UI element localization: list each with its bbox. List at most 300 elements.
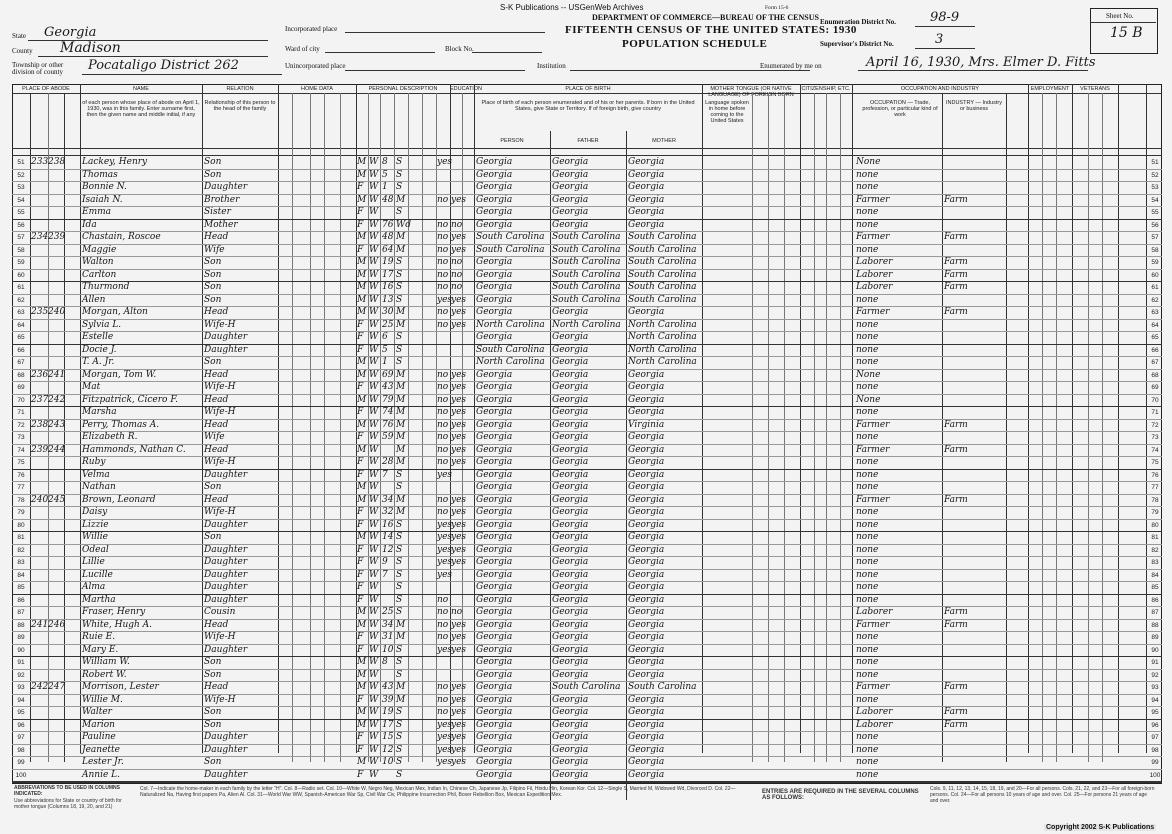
line-number-right: 98 [1151, 746, 1159, 754]
line-number-right: 55 [1151, 209, 1159, 216]
publisher-header: S-K Publications -- USGenWeb Archives [500, 3, 644, 12]
birthplace-mother: Virginia [628, 419, 665, 430]
occupation: Laborer [856, 282, 893, 292]
sex: F [357, 344, 364, 355]
line-number-right: 69 [1151, 384, 1159, 391]
age: 13 [382, 294, 394, 305]
race: W [369, 732, 379, 742]
relation: Daughter [204, 519, 248, 530]
birthplace-father: Georgia [552, 469, 589, 480]
can-read-write: yes [451, 744, 467, 755]
line-number: 92 [17, 671, 25, 679]
dwelling-number: 238 [31, 419, 49, 430]
person-name: Hammonds, Nathan C. [82, 444, 186, 455]
race: W [369, 182, 379, 192]
age: 28 [382, 457, 394, 467]
age: 7 [382, 469, 388, 480]
occupation: Laborer [856, 607, 893, 617]
occupation: none [856, 357, 879, 367]
relation: Head [204, 619, 229, 630]
sex: M [357, 657, 367, 667]
birthplace-person: Georgia [476, 632, 513, 642]
marital-status: S [396, 332, 403, 342]
birthplace-person: Georgia [476, 569, 513, 580]
relation: Daughter [204, 544, 248, 555]
person-name: Morgan, Alton [82, 307, 148, 317]
relation: Daughter [204, 594, 248, 605]
line-number: 74 [17, 446, 25, 454]
line-number: 51 [17, 159, 25, 166]
birthplace-mother: Georgia [628, 482, 665, 492]
person-name: Odeal [82, 544, 109, 555]
relation: Wife-H [204, 382, 236, 392]
sex: M [357, 357, 367, 367]
can-read-write: yes [451, 382, 467, 392]
marital-status: M [396, 382, 406, 392]
line-number-right: 80 [1151, 521, 1159, 529]
birthplace-father: North Carolina [552, 319, 621, 330]
occupation: none [856, 694, 879, 705]
line-number: 85 [17, 584, 25, 591]
relation: Wife-H [204, 457, 236, 467]
marital-status: M [396, 407, 406, 417]
sex: F [357, 182, 364, 192]
line-number-right: 91 [1151, 659, 1159, 666]
group-personal: PERSONAL DESCRIPTION [368, 86, 438, 92]
birthplace-father: Georgia [552, 219, 589, 230]
occupation: none [856, 532, 879, 542]
occupation: none [856, 207, 879, 217]
birthplace-father: Georgia [552, 632, 589, 642]
birthplace-father: Georgia [552, 432, 589, 442]
relation: Head [204, 419, 229, 430]
school-attendance: no [437, 269, 449, 280]
occupation: none [856, 344, 879, 355]
school-attendance: yes [437, 732, 453, 742]
birthplace-father: Georgia [552, 357, 589, 367]
can-read-write: yes [451, 519, 467, 530]
industry: Farm [944, 419, 968, 430]
person-name: Bonnie N. [82, 182, 127, 192]
birthplace-person: Georgia [476, 669, 513, 680]
school-attendance: no [437, 682, 449, 692]
line-number: 82 [17, 546, 25, 554]
birthplace-person: Georgia [476, 757, 513, 767]
line-number-right: 77 [1151, 484, 1159, 491]
birthplace-person: North Carolina [476, 357, 545, 367]
school-attendance: yes [437, 469, 453, 480]
birthplace-mother: Georgia [628, 207, 665, 217]
race: W [369, 394, 379, 405]
occupation: none [856, 457, 879, 467]
sex: M [357, 482, 367, 492]
birthplace-father: Georgia [552, 307, 589, 317]
industry: Farm [944, 682, 968, 692]
group-home-data: HOME DATA [301, 86, 333, 92]
marital-status: M [396, 494, 406, 505]
line-number-right: 57 [1151, 234, 1159, 241]
sheet-number-value: 15 B [1110, 25, 1143, 41]
relation: Daughter [204, 344, 248, 355]
birthplace-mother: South Carolina [628, 294, 697, 305]
relation: Daughter [204, 557, 248, 567]
person-name: Marsha [82, 407, 117, 417]
line-number-right: 64 [1151, 321, 1159, 329]
birthplace-mother: North Carolina [628, 319, 697, 330]
race: W [369, 494, 379, 505]
birthplace-mother: Georgia [628, 544, 665, 555]
occupation: Laborer [856, 269, 893, 280]
sex: M [357, 294, 367, 305]
industry: Farm [944, 307, 968, 317]
birthplace-mother: Georgia [628, 657, 665, 667]
birthplace-mother: Georgia [628, 694, 665, 705]
school-attendance: no [437, 507, 449, 517]
industry: Farm [944, 607, 968, 617]
birthplace-person: Georgia [476, 582, 513, 592]
birthplace-person: Georgia [476, 744, 513, 755]
birthplace-person: Georgia [476, 594, 513, 605]
marital-status: S [396, 669, 403, 680]
birthplace-person: Georgia [476, 469, 513, 480]
industry: Farm [944, 719, 968, 730]
sex: M [357, 707, 367, 717]
age: 59 [382, 432, 394, 442]
school-attendance: no [437, 494, 449, 505]
age: 25 [382, 607, 394, 617]
marital-status: S [396, 282, 403, 292]
race: W [369, 569, 379, 580]
relation: Wife-H [204, 319, 236, 330]
birthplace-mother: South Carolina [628, 282, 697, 292]
line-number: 73 [17, 434, 25, 441]
occupation: none [856, 407, 879, 417]
race: W [369, 457, 379, 467]
birthplace-person: Georgia [476, 694, 513, 705]
sex: M [357, 232, 367, 242]
birthplace-person: Georgia [476, 494, 513, 505]
birthplace-mother: Georgia [628, 469, 665, 480]
age: 25 [382, 319, 394, 330]
sex: F [357, 332, 364, 342]
birthplace-mother: North Carolina [628, 357, 697, 367]
col-person: PERSON [500, 138, 524, 144]
can-read-write: yes [451, 644, 467, 655]
person-name: Walton [82, 257, 114, 267]
age: 79 [382, 394, 394, 405]
birthplace-mother: South Carolina [628, 257, 697, 267]
race: W [369, 244, 379, 255]
birthplace-person: Georgia [476, 519, 513, 530]
group-place-of-abode: PLACE OF ABODE [22, 86, 70, 92]
relation: Wife-H [204, 407, 236, 417]
birthplace-mother: Georgia [628, 632, 665, 642]
sex: F [357, 469, 364, 480]
age: 43 [382, 382, 394, 392]
line-number: 83 [17, 559, 25, 566]
can-read-write: yes [451, 432, 467, 442]
school-attendance: no [437, 282, 449, 292]
township-value: Pocataligo District 262 [88, 58, 239, 73]
birthplace-person: South Carolina [476, 244, 545, 255]
line-number-right: 86 [1151, 596, 1159, 604]
line-number-right: 65 [1151, 334, 1159, 341]
occupation: Laborer [856, 257, 893, 267]
group-relation: RELATION [226, 86, 254, 92]
race: W [369, 632, 379, 642]
marital-status: S [396, 707, 403, 717]
birthplace-mother: Georgia [628, 394, 665, 405]
marital-status: M [396, 457, 406, 467]
relation: Daughter [204, 732, 248, 742]
line-number: 88 [17, 621, 25, 629]
marital-status: S [396, 344, 403, 355]
marital-status: S [396, 469, 403, 480]
line-number-right: 82 [1151, 546, 1159, 554]
marital-status: S [396, 557, 403, 567]
person-name: Mat [82, 382, 101, 392]
race: W [369, 432, 379, 442]
relation: Son [204, 169, 222, 180]
person-name: T. A. Jr. [82, 357, 115, 367]
can-read-write: yes [451, 557, 467, 567]
birthplace-person: Georgia [476, 382, 513, 392]
marital-status: S [396, 294, 403, 305]
birthplace-mother: Georgia [628, 157, 665, 167]
age: 19 [382, 257, 394, 267]
occupation: none [856, 432, 879, 442]
sex: F [357, 519, 364, 530]
can-read-write: yes [451, 407, 467, 417]
birthplace-person: Georgia [476, 732, 513, 742]
birthplace-person: Georgia [476, 394, 513, 405]
occupation: Farmer [856, 307, 890, 317]
line-number: 68 [17, 371, 25, 379]
school-attendance: yes [437, 557, 453, 567]
birthplace-mother: Georgia [628, 407, 665, 417]
race: W [369, 382, 379, 392]
family-number: 244 [48, 444, 66, 455]
birthplace-father: Georgia [552, 507, 589, 517]
birthplace-father: Georgia [552, 494, 589, 505]
supervisor-district-label: Supervisor's District No. [820, 40, 894, 48]
relation: Son [204, 657, 222, 667]
line-number-right: 56 [1151, 221, 1159, 229]
birthplace-father: Georgia [552, 719, 589, 730]
relation: Sister [204, 207, 231, 217]
group-place-of-birth: PLACE OF BIRTH [565, 86, 611, 92]
person-name: William W. [82, 657, 130, 667]
age: 5 [382, 169, 388, 180]
footer-abbreviations-note: Use abbreviations for State or country of birth for mother tongue (Columns 18, 19, 20, and 21) [14, 798, 122, 810]
occupation: none [856, 482, 879, 492]
enumerated-label: Enumerated by me on [760, 62, 822, 70]
race: W [369, 407, 379, 417]
race: W [369, 619, 379, 630]
race: W [369, 507, 379, 517]
marital-status: S [396, 157, 403, 167]
marital-status: S [396, 569, 403, 580]
race: W [369, 557, 379, 567]
race: W [369, 707, 379, 717]
form-number: Form 15-6 [765, 5, 789, 11]
birthplace-mother: North Carolina [628, 344, 697, 355]
birthplace-mother: Georgia [628, 457, 665, 467]
birthplace-father: Georgia [552, 619, 589, 630]
birthplace-father: Georgia [552, 169, 589, 180]
line-number-right: 52 [1151, 171, 1159, 179]
can-read-write: no [451, 269, 463, 280]
relation: Wife-H [204, 694, 236, 705]
school-attendance: yes [437, 519, 453, 530]
schedule-title: POPULATION SCHEDULE [622, 38, 768, 50]
occupation: Farmer [856, 619, 890, 630]
line-number-right: 66 [1151, 346, 1159, 354]
dwelling-number: 242 [31, 682, 49, 692]
school-attendance: yes [437, 757, 453, 767]
line-number: 70 [17, 396, 25, 404]
relation: Daughter [204, 469, 248, 480]
industry: Farm [944, 282, 968, 292]
birthplace-father: Georgia [552, 582, 589, 592]
race: W [369, 532, 379, 542]
sex: M [357, 607, 367, 617]
school-attendance: no [437, 444, 449, 455]
can-read-write: yes [451, 294, 467, 305]
marital-status: M [396, 694, 406, 705]
can-read-write: yes [451, 682, 467, 692]
birthplace-father: Georgia [552, 194, 589, 205]
school-attendance: no [437, 244, 449, 255]
person-name: Fraser, Henry [82, 607, 146, 617]
relation: Head [204, 369, 229, 380]
race: W [369, 194, 379, 205]
age: 43 [382, 682, 394, 692]
birthplace-mother: Georgia [628, 494, 665, 505]
race: W [369, 669, 379, 680]
race: W [369, 769, 379, 780]
birthplace-father: Georgia [552, 569, 589, 580]
school-attendance: no [437, 594, 449, 605]
marital-status: M [396, 444, 406, 455]
birthplace-father: Georgia [552, 594, 589, 605]
dwelling-number: 234 [31, 232, 49, 242]
birthplace-mother: Georgia [628, 194, 665, 205]
person-name: Lester Jr. [82, 757, 124, 767]
sex: F [357, 407, 364, 417]
age: 12 [382, 744, 394, 755]
birthplace-father: Georgia [552, 644, 589, 655]
birthplace-person: Georgia [476, 182, 513, 192]
person-name: Elizabeth R. [82, 432, 138, 442]
birthplace-mother: Georgia [628, 744, 665, 755]
marital-status: S [396, 582, 403, 592]
sex: M [357, 757, 367, 767]
line-number-right: 68 [1151, 371, 1159, 379]
occupation: none [856, 757, 879, 767]
sex: F [357, 569, 364, 580]
dwelling-number: 239 [31, 444, 49, 455]
can-read-write: no [451, 282, 463, 292]
birthplace-father: South Carolina [552, 257, 621, 267]
birthplace-mother: Georgia [628, 769, 665, 780]
race: W [369, 207, 379, 217]
race: W [369, 719, 379, 730]
birthplace-mother: Georgia [628, 707, 665, 717]
line-number-right: 54 [1151, 196, 1159, 204]
relation: Son [204, 357, 222, 367]
birthplace-person: North Carolina [476, 319, 545, 330]
line-number-right: 51 [1151, 159, 1159, 166]
line-number-right: 79 [1151, 509, 1159, 516]
race: W [369, 419, 379, 430]
line-number: 91 [17, 659, 25, 666]
person-name: Estelle [82, 332, 114, 342]
sex: F [357, 382, 364, 392]
birthplace-father: South Carolina [552, 244, 621, 255]
line-number-right: 83 [1151, 559, 1159, 566]
birthplace-person: Georgia [476, 257, 513, 267]
can-read-write: yes [451, 532, 467, 542]
dwelling-number: 236 [31, 369, 49, 380]
school-attendance: no [437, 407, 449, 417]
person-name: Lackey, Henry [82, 157, 148, 167]
incorporated-place-label: Incorporated place [285, 25, 338, 33]
occupation: none [856, 169, 879, 180]
line-number: 78 [17, 496, 25, 504]
person-name: Jeanette [82, 744, 120, 755]
birthplace-father: Georgia [552, 544, 589, 555]
birthplace-mother: Georgia [628, 519, 665, 530]
dwelling-number: 240 [31, 494, 49, 505]
county-value: Madison [60, 40, 121, 56]
sex: F [357, 744, 364, 755]
line-number-right: 71 [1151, 409, 1159, 416]
person-name: Perry, Thomas A. [82, 419, 160, 430]
race: W [369, 219, 379, 230]
sex: M [357, 269, 367, 280]
person-name: Annie L. [82, 769, 120, 780]
block-label: Block No. [445, 45, 474, 53]
sheet-number-label: Sheet No. [1106, 12, 1134, 20]
school-attendance: yes [437, 157, 453, 167]
can-read-write: no [451, 257, 463, 267]
marital-status: S [396, 182, 403, 192]
birthplace-father: Georgia [552, 344, 589, 355]
occupation: none [856, 557, 879, 567]
birthplace-father: Georgia [552, 707, 589, 717]
age: 76 [382, 419, 394, 430]
person-name: Thurmond [82, 282, 130, 292]
birthplace-father: Georgia [552, 732, 589, 742]
sex: F [357, 319, 364, 330]
race: W [369, 694, 379, 705]
sex: F [357, 244, 364, 255]
person-name: Fitzpatrick, Cicero F. [82, 394, 179, 405]
race: W [369, 369, 379, 380]
marital-status: M [396, 232, 406, 242]
occupation: none [856, 769, 879, 780]
line-number-right: 70 [1151, 396, 1159, 404]
birthplace-mother: Georgia [628, 219, 665, 230]
marital-status: S [396, 169, 403, 180]
occupation: none [856, 657, 879, 667]
col-mother: MOTHER [652, 138, 676, 144]
line-number: 58 [17, 246, 25, 254]
line-number-right: 72 [1151, 421, 1159, 429]
marital-status: S [396, 207, 403, 217]
line-number: 98 [17, 746, 25, 754]
